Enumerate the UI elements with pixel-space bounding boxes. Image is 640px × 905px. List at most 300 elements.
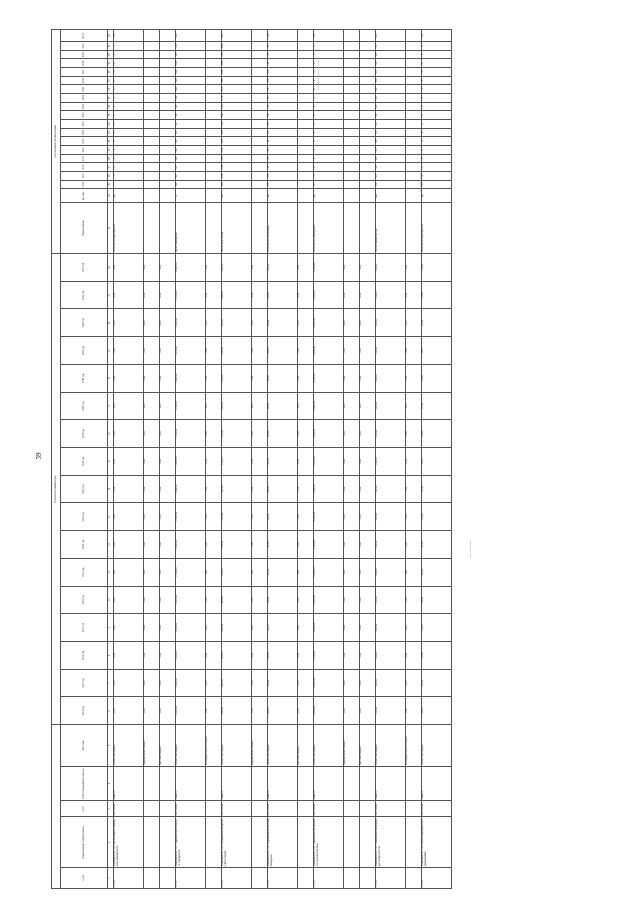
funding-value: 80,00 <box>268 531 298 559</box>
column-index: 28 <box>108 154 114 163</box>
indicator-value <box>252 50 268 59</box>
funding-value: 0,00 <box>252 641 268 669</box>
column-index: 25 <box>108 180 114 189</box>
funding-value: 0,00 <box>344 364 360 392</box>
column-header: 2026 год <box>61 364 108 392</box>
column-index: 16 <box>108 420 114 448</box>
funding-source: областной бюджет <box>376 725 406 767</box>
indicator-value <box>144 102 160 111</box>
funding-value: 0,00 <box>144 364 160 392</box>
column-header: 2016 год <box>61 641 108 669</box>
indicator-value <box>160 68 176 77</box>
funding-value: 0,00 <box>114 641 144 669</box>
funding-value: 0,00 <box>206 475 222 503</box>
indicator-value <box>298 171 314 180</box>
column-index: 20 <box>108 309 114 337</box>
funding-value: 0,00 <box>344 475 360 503</box>
funding-value: 150,00 <box>376 531 406 559</box>
activity-term: 2014-2030 <box>176 801 206 817</box>
column-index: 7 <box>108 669 114 697</box>
indicator-value: 3 <box>422 76 452 85</box>
indicator-value: 3 <box>422 68 452 77</box>
funding-source: местный бюджет <box>160 725 176 767</box>
header-spacer <box>52 725 61 889</box>
responsible: Комитет <box>268 766 298 801</box>
column-index: 35 <box>108 93 114 102</box>
activity-term <box>252 801 268 817</box>
indicator-unit <box>360 189 376 203</box>
indicator-value: 2 <box>314 163 344 172</box>
indicator-value <box>144 85 160 94</box>
funding-value: 1 700,00 <box>176 420 206 448</box>
indicator-value: 2 <box>314 76 344 85</box>
funding-value: 390,00 <box>222 586 252 614</box>
column-index: 23 <box>108 203 114 254</box>
row-number <box>206 868 222 889</box>
funding-value: 0,00 <box>298 253 314 281</box>
column-header: 2024 <box>61 93 108 102</box>
indicator-value: 3 <box>422 137 452 146</box>
column-header: 2015 год <box>61 669 108 697</box>
funding-value: 0,00 <box>160 641 176 669</box>
funding-value: 0,00 <box>114 420 144 448</box>
program-table <box>51 29 452 889</box>
funding-value: 0,00 <box>144 475 160 503</box>
funding-value: 1 950,00 <box>176 281 206 309</box>
indicator-name <box>206 203 222 254</box>
responsible: Комитет <box>176 766 206 801</box>
indicator-unit <box>206 189 222 203</box>
indicator-value <box>206 59 222 68</box>
indicator-total: 100 <box>176 30 206 42</box>
indicator-value: 1 <box>114 145 144 154</box>
indicator-value: 2 <box>314 102 344 111</box>
funding-value: 0,00 <box>160 531 176 559</box>
indicator-value: 25 <box>376 85 406 94</box>
column-header: 2017 <box>61 154 108 163</box>
indicator-value <box>344 163 360 172</box>
table-row <box>406 30 422 889</box>
funding-value: 1 850,00 <box>176 337 206 365</box>
funding-value: 150,00 <box>376 475 406 503</box>
indicator-value <box>298 93 314 102</box>
indicator-value <box>344 102 360 111</box>
funding-value: 0,00 <box>114 364 144 392</box>
indicator-value <box>360 163 376 172</box>
funding-value: 80,00 <box>268 503 298 531</box>
activity-term <box>160 801 176 817</box>
funding-value: 40,00 <box>422 586 452 614</box>
indicator-value: 3 <box>422 59 452 68</box>
indicator-value: 25 <box>376 163 406 172</box>
funding-value: 0,00 <box>406 503 422 531</box>
funding-value: 1 600,00 <box>176 475 206 503</box>
column-header: 2028 год <box>61 309 108 337</box>
funding-value: 0,00 <box>360 503 376 531</box>
indicator-value <box>360 102 376 111</box>
column-header: Итого <box>61 30 108 42</box>
funding-value: 0,00 <box>298 558 314 586</box>
indicator-value <box>206 76 222 85</box>
indicator-value <box>406 59 422 68</box>
column-header: 2028 <box>61 59 108 68</box>
indicator-value: 1 <box>114 59 144 68</box>
funding-value: 3 900,00 <box>314 309 344 337</box>
indicator-value <box>144 137 160 146</box>
indicator-value <box>252 102 268 111</box>
indicator-value: 100 <box>176 42 206 51</box>
table-row <box>344 30 360 889</box>
column-header: 2021 <box>61 119 108 128</box>
indicator-value <box>406 111 422 120</box>
funding-source: областной бюджет <box>422 725 452 767</box>
indicator-value <box>344 76 360 85</box>
indicator-value <box>252 93 268 102</box>
table-row <box>268 30 298 889</box>
indicator-value: 1 <box>114 111 144 120</box>
funding-value: 0,00 <box>206 281 222 309</box>
indicator-value <box>144 59 160 68</box>
group-header: Показатели (индикаторы) <box>52 253 61 724</box>
funding-value: 0,00 <box>206 337 222 365</box>
funding-value: 150,00 <box>376 309 406 337</box>
funding-value: 3 700,00 <box>314 364 344 392</box>
column-index: 31 <box>108 128 114 137</box>
funding-value: 40,00 <box>422 364 452 392</box>
column-index: 24 <box>108 189 114 203</box>
funding-value: 150,00 <box>376 253 406 281</box>
indicator-value <box>144 68 160 77</box>
row-number: 1.1.15 <box>376 868 406 889</box>
indicator-value: 25 <box>376 42 406 51</box>
column-index: 9 <box>108 614 114 642</box>
funding-value: 80,00 <box>268 448 298 476</box>
indicator-value <box>252 76 268 85</box>
indicator-value: 25 <box>376 111 406 120</box>
indicator-unit <box>160 189 176 203</box>
funding-value: 0,00 <box>160 503 176 531</box>
column-index: 26 <box>108 171 114 180</box>
funding-value: 0,00 <box>206 364 222 392</box>
indicator-value <box>160 180 176 189</box>
indicator-value: 94 <box>176 119 206 128</box>
column-header: 2018 <box>61 145 108 154</box>
indicator-value <box>144 163 160 172</box>
column-index: 8 <box>108 641 114 669</box>
funding-value: 0,00 <box>206 392 222 420</box>
funding-value: 0,00 <box>160 586 176 614</box>
funding-value: 0,00 <box>298 614 314 642</box>
funding-value: 0,00 <box>144 309 160 337</box>
indicator-value: 1 <box>114 93 144 102</box>
indicator-value <box>160 171 176 180</box>
activity-term <box>206 801 222 817</box>
activity-term: 2014-2030 <box>422 801 452 817</box>
table-row <box>252 30 268 889</box>
activity-name: Мероприятие 1.10. Организация и проведение мероприятий <box>114 817 144 868</box>
indicator-value: 10 <box>268 128 298 137</box>
column-index: 1 <box>108 868 114 889</box>
column-index: 34 <box>108 102 114 111</box>
indicator-value <box>360 85 376 94</box>
indicator-value <box>206 50 222 59</box>
indicator-total: 200 <box>222 30 252 42</box>
funding-value: 0,00 <box>144 558 160 586</box>
funding-value: 0,00 <box>144 586 160 614</box>
indicator-total: 51 <box>422 30 452 42</box>
column-index: 3 <box>108 801 114 817</box>
indicator-value <box>344 180 360 189</box>
table-row <box>298 30 314 889</box>
indicator-value: 3 <box>422 145 452 154</box>
responsible <box>144 766 160 801</box>
funding-source: областной бюджет <box>176 725 206 767</box>
indicator-value: 10 <box>268 85 298 94</box>
funding-value: 0,00 <box>252 281 268 309</box>
indicator-value: 86 <box>176 154 206 163</box>
funding-value: 0,00 <box>344 281 360 309</box>
column-header: 2017 год <box>61 614 108 642</box>
funding-value: 80,00 <box>268 669 298 697</box>
responsible <box>406 766 422 801</box>
funding-value: 0,00 <box>360 614 376 642</box>
indicator-unit <box>344 189 360 203</box>
indicator-value: 90 <box>176 137 206 146</box>
column-header: 2025 год <box>61 392 108 420</box>
rotated-table-sheet <box>51 29 591 889</box>
indicator-value: 25 <box>376 137 406 146</box>
row-number: 1.1.12 <box>222 868 252 889</box>
funding-value: 0,00 <box>406 364 422 392</box>
funding-value: 0,00 <box>160 475 176 503</box>
column-header: 2023 год <box>61 448 108 476</box>
table-row <box>114 30 144 889</box>
funding-value: 350,00 <box>222 697 252 725</box>
funding-value: 0,00 <box>252 253 268 281</box>
activity-name: Мероприятие 1.15. Повышение квалификации специалистов <box>376 817 406 868</box>
activity-term: 2014-2030 <box>376 801 406 817</box>
indicator-value <box>144 171 160 180</box>
indicator-value <box>160 119 176 128</box>
funding-value: 0,00 <box>206 641 222 669</box>
indicator-value: 2 <box>314 42 344 51</box>
column-index: 14 <box>108 475 114 503</box>
indicator-value <box>406 93 422 102</box>
funding-value: 0,00 <box>252 448 268 476</box>
funding-value: 150,00 <box>376 697 406 725</box>
indicator-value: 2 <box>314 85 344 94</box>
funding-value: 80,00 <box>268 641 298 669</box>
column-header: 2030 год <box>61 253 108 281</box>
indicator-value: 2 <box>314 119 344 128</box>
indicator-value: 1 <box>114 68 144 77</box>
indicator-value: 96 <box>176 111 206 120</box>
indicator-value: 120 <box>222 180 252 189</box>
indicator-value: 1 <box>114 119 144 128</box>
indicator-value <box>206 163 222 172</box>
funding-value: 80,00 <box>268 586 298 614</box>
indicator-value: 100 <box>176 68 206 77</box>
column-header: 2025 <box>61 85 108 94</box>
indicator-value <box>298 145 314 154</box>
responsible: Комитет <box>314 766 344 801</box>
indicator-value <box>344 68 360 77</box>
activity-name: Мероприятие 1.14. Укрепление материально-технической базы <box>314 817 344 868</box>
indicator-unit <box>144 189 160 203</box>
funding-value: 3 000,00 <box>314 558 344 586</box>
indicator-total: 170 <box>268 30 298 42</box>
funding-value: 0,00 <box>206 558 222 586</box>
funding-value: 0,00 <box>298 364 314 392</box>
indicator-value <box>360 154 376 163</box>
indicator-name <box>344 203 360 254</box>
column-header: 2029 <box>61 50 108 59</box>
activity-name: Мероприятие 1.12. Проведение конкурсов и фестивалей <box>222 817 252 868</box>
responsible: Комитет <box>222 766 252 801</box>
funding-value: 1 500,00 <box>176 531 206 559</box>
funding-value: 0,00 <box>206 697 222 725</box>
indicator-value: 170 <box>222 93 252 102</box>
indicator-value: 10 <box>268 50 298 59</box>
indicator-value: 1 <box>114 154 144 163</box>
indicator-value: 2 <box>314 93 344 102</box>
funding-value: 0,00 <box>114 669 144 697</box>
funding-value: 0,00 <box>406 309 422 337</box>
funding-value: 0,00 <box>114 586 144 614</box>
indicator-total <box>344 30 360 42</box>
indicator-value <box>344 111 360 120</box>
funding-value: 40,00 <box>422 475 452 503</box>
funding-value: 0,00 <box>344 503 360 531</box>
indicator-value <box>252 111 268 120</box>
indicator-value: 100 <box>176 59 206 68</box>
indicator-value <box>298 137 314 146</box>
funding-value: 0,00 <box>114 281 144 309</box>
activity-term <box>344 801 360 817</box>
row-number <box>252 868 268 889</box>
indicator-name: Число участников <box>222 203 252 254</box>
funding-value: 150,00 <box>376 558 406 586</box>
indicator-unit: чел. <box>222 189 252 203</box>
indicator-value <box>160 137 176 146</box>
funding-value: 0,00 <box>360 669 376 697</box>
indicator-value <box>360 137 376 146</box>
indicator-value <box>406 154 422 163</box>
table-row <box>176 30 206 889</box>
indicator-total: 34 <box>314 30 344 42</box>
funding-value: 1 550,00 <box>176 503 206 531</box>
indicator-value <box>206 42 222 51</box>
funding-value: 150,00 <box>376 669 406 697</box>
funding-value: 0,00 <box>344 392 360 420</box>
table-row <box>376 30 406 889</box>
funding-value: 0,00 <box>252 420 268 448</box>
responsible: Комитет <box>114 766 144 801</box>
funding-value: 0,00 <box>160 420 176 448</box>
activity-name: Мероприятие 1.16. Прочие мероприятия подпрограммы <box>422 817 452 868</box>
row-number <box>160 868 176 889</box>
funding-value: 0,00 <box>144 392 160 420</box>
indicator-value: 3 <box>422 85 452 94</box>
funding-value: 3 200,00 <box>314 503 344 531</box>
indicator-name: Доля учреждений <box>176 203 206 254</box>
funding-value: 2 800,00 <box>314 614 344 642</box>
funding-value: 4 000,00 <box>314 281 344 309</box>
table-row <box>422 30 452 889</box>
indicator-value <box>298 128 314 137</box>
funding-value: 0,00 <box>344 614 360 642</box>
funding-value: 0,00 <box>114 253 144 281</box>
funding-value: 400,00 <box>222 558 252 586</box>
indicator-value: 190 <box>222 59 252 68</box>
indicator-value: 195 <box>222 50 252 59</box>
activity-name <box>160 817 176 868</box>
funding-value: 80,00 <box>268 337 298 365</box>
column-header: 2020 <box>61 128 108 137</box>
responsible <box>252 766 268 801</box>
indicator-value <box>298 59 314 68</box>
column-header: Ответственный исполнитель <box>61 766 108 801</box>
indicator-value <box>252 163 268 172</box>
indicator-value <box>144 50 160 59</box>
funding-value: 0,00 <box>344 253 360 281</box>
indicator-value <box>344 85 360 94</box>
funding-value: 410,00 <box>222 531 252 559</box>
indicator-value <box>360 76 376 85</box>
table-header <box>52 30 114 889</box>
indicator-value: 2 <box>314 128 344 137</box>
row-number <box>298 868 314 889</box>
funding-value: 150,00 <box>376 448 406 476</box>
funding-value: 370,00 <box>222 641 252 669</box>
table-row <box>222 30 252 889</box>
funding-value: 0,00 <box>252 586 268 614</box>
funding-value: 0,00 <box>360 309 376 337</box>
funding-value: 3 500,00 <box>314 420 344 448</box>
indicator-value: 2 <box>314 50 344 59</box>
funding-value: 0,00 <box>406 697 422 725</box>
row-number <box>344 868 360 889</box>
indicator-value <box>344 50 360 59</box>
funding-value: 40,00 <box>422 281 452 309</box>
column-index: 32 <box>108 119 114 128</box>
funding-value: 150,00 <box>376 281 406 309</box>
funding-value: 0,00 <box>160 364 176 392</box>
funding-value: 0,00 <box>252 392 268 420</box>
indicator-value: 10 <box>268 163 298 172</box>
funding-value: 0,00 <box>160 253 176 281</box>
funding-value: 480,00 <box>222 337 252 365</box>
indicator-value: 145 <box>222 137 252 146</box>
activity-term: 2014-2030 <box>222 801 252 817</box>
funding-value: 0,00 <box>144 614 160 642</box>
indicator-value <box>252 42 268 51</box>
funding-value: 0,00 <box>360 281 376 309</box>
funding-value: 0,00 <box>206 420 222 448</box>
column-index: 15 <box>108 448 114 476</box>
indicator-value <box>252 59 268 68</box>
funding-value: 4 100,00 <box>314 253 344 281</box>
indicator-value: 100 <box>176 50 206 59</box>
column-index: 19 <box>108 337 114 365</box>
column-header: 2014 год <box>61 697 108 725</box>
indicator-name: Количество учреждений <box>314 203 344 254</box>
indicator-value <box>160 76 176 85</box>
responsible <box>344 766 360 801</box>
funding-source: местный бюджет <box>298 725 314 767</box>
indicator-value <box>360 59 376 68</box>
indicator-value <box>344 145 360 154</box>
